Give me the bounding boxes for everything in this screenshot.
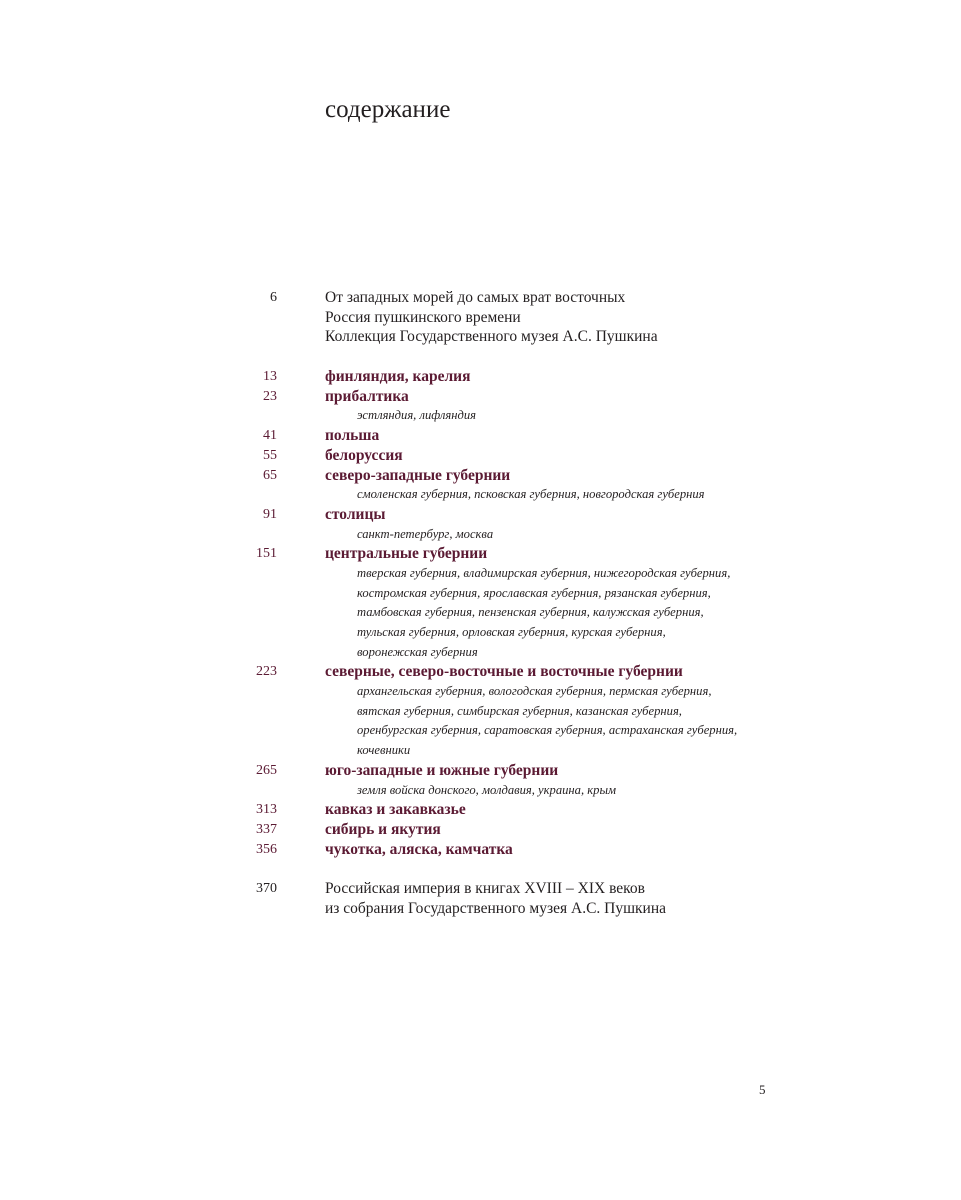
toc-subsection-text: тамбовская губерния, пензенская губерния, калужская губерния, bbox=[357, 605, 704, 620]
toc-intro-entry bbox=[0, 327, 961, 347]
toc-subsection bbox=[0, 406, 961, 426]
toc-subsection-text: вятская губерния, симбирская губерния, казанская губерния, bbox=[357, 703, 682, 718]
toc-section bbox=[0, 466, 961, 486]
toc-page-number: 23 bbox=[263, 388, 277, 404]
spacer bbox=[0, 859, 961, 879]
toc-subsection-text: смоленская губерния, псковская губерния, новгородская губерния bbox=[357, 487, 705, 502]
toc-page-number: 223 bbox=[256, 664, 277, 680]
toc-section-title: юго-западные и южные губернии bbox=[325, 761, 559, 779]
toc-subsection bbox=[0, 682, 961, 702]
toc-subsection bbox=[0, 741, 961, 761]
toc-section bbox=[0, 544, 961, 564]
toc-section-title: центральные губернии bbox=[325, 545, 488, 563]
toc-intro-line: Россия пушкинского времени bbox=[325, 308, 521, 326]
toc-subsection bbox=[0, 781, 961, 801]
toc-subsection-text: тверская губерния, владимирская губерния, нижегородская губерния, bbox=[357, 565, 731, 580]
toc-subsection bbox=[0, 702, 961, 722]
toc-appendix-entry bbox=[0, 879, 961, 899]
toc-appendix-line: из собрания Государственного музея А.С. Пушкина bbox=[325, 899, 667, 917]
toc-section bbox=[0, 446, 961, 466]
toc-section bbox=[0, 505, 961, 525]
toc-page-number: 41 bbox=[263, 428, 277, 444]
toc-subsection bbox=[0, 623, 961, 643]
toc-page-number: 65 bbox=[263, 467, 277, 483]
toc-subsection-text: тульская губерния, орловская губерния, курская губерния, bbox=[357, 625, 666, 639]
toc-page-number: 55 bbox=[263, 447, 277, 463]
toc-page-number: 151 bbox=[256, 546, 277, 562]
toc-page-number: 313 bbox=[256, 802, 277, 818]
toc-subsection-text: архангельская губерния, вологодская губерния, пермская губерния, bbox=[357, 684, 712, 699]
toc-section bbox=[0, 387, 961, 407]
toc-subsection bbox=[0, 643, 961, 663]
toc-section-title: кавказ и закавказье bbox=[325, 801, 466, 819]
toc-section bbox=[0, 761, 961, 781]
toc-section-title: чукотка, аляска, камчатка bbox=[325, 840, 513, 858]
toc-intro-line: От западных морей до самых врат восточных bbox=[325, 289, 626, 306]
toc-section-title: сибирь и якутия bbox=[325, 820, 441, 838]
toc-intro-entry bbox=[0, 288, 961, 308]
toc-subsection-text: воронежская губерния bbox=[357, 644, 478, 659]
toc-page-number: 6 bbox=[270, 290, 277, 305]
toc-subsection bbox=[0, 721, 961, 741]
toc-section-title: северные, северо-восточные и восточные губернии bbox=[325, 663, 683, 681]
spacer bbox=[0, 347, 961, 367]
toc-section-title: столицы bbox=[325, 505, 386, 523]
toc-section bbox=[0, 426, 961, 446]
toc-page-number: 13 bbox=[263, 369, 277, 385]
toc-subsection-text: земля войска донского, молдавия, украина, крым bbox=[357, 782, 617, 797]
toc-page-number: 91 bbox=[263, 506, 277, 522]
toc-section bbox=[0, 820, 961, 840]
toc-page-number: 337 bbox=[256, 821, 277, 837]
toc-section-title: финляндия, карелия bbox=[325, 368, 471, 386]
toc-appendix-line: Российская империя в книгах XVIII – XIX веков bbox=[325, 880, 645, 898]
page-number: 5 bbox=[759, 1082, 766, 1097]
toc-subsection bbox=[0, 584, 961, 604]
toc-page-number: 370 bbox=[256, 881, 277, 897]
toc-page-number: 356 bbox=[256, 841, 277, 857]
toc-intro-line: Коллекция Государственного музея А.С. Пушкина bbox=[325, 328, 658, 346]
toc-subsection bbox=[0, 564, 961, 584]
toc-subsection-text: кочевники bbox=[357, 743, 411, 758]
page-title: содержание bbox=[325, 96, 451, 123]
toc-section bbox=[0, 840, 961, 860]
toc-section bbox=[0, 367, 961, 387]
toc-subsection bbox=[0, 485, 961, 505]
toc-section bbox=[0, 800, 961, 820]
toc-subsection bbox=[0, 603, 961, 623]
toc-intro-entry bbox=[0, 308, 961, 328]
toc-page-number: 265 bbox=[256, 762, 277, 778]
toc-appendix-entry bbox=[0, 899, 961, 919]
toc-subsection-text: костромская губерния, ярославская губерния, рязанская губерния, bbox=[357, 585, 711, 600]
toc-subsection-text: санкт-петербург, москва bbox=[357, 526, 494, 541]
table-of-contents bbox=[0, 288, 961, 919]
toc-section-title: белоруссия bbox=[325, 446, 403, 464]
toc-section-title: северо-западные губернии bbox=[325, 466, 511, 484]
toc-section-title: польша bbox=[325, 427, 380, 445]
toc-section-title: прибалтика bbox=[325, 387, 409, 405]
toc-subsection-text: эстляндия, лифляндия bbox=[357, 408, 477, 423]
toc-subsection-text: оренбургская губерния, саратовская губерния, астраханская губерния, bbox=[357, 723, 738, 738]
toc-section bbox=[0, 662, 961, 682]
toc-subsection bbox=[0, 525, 961, 545]
